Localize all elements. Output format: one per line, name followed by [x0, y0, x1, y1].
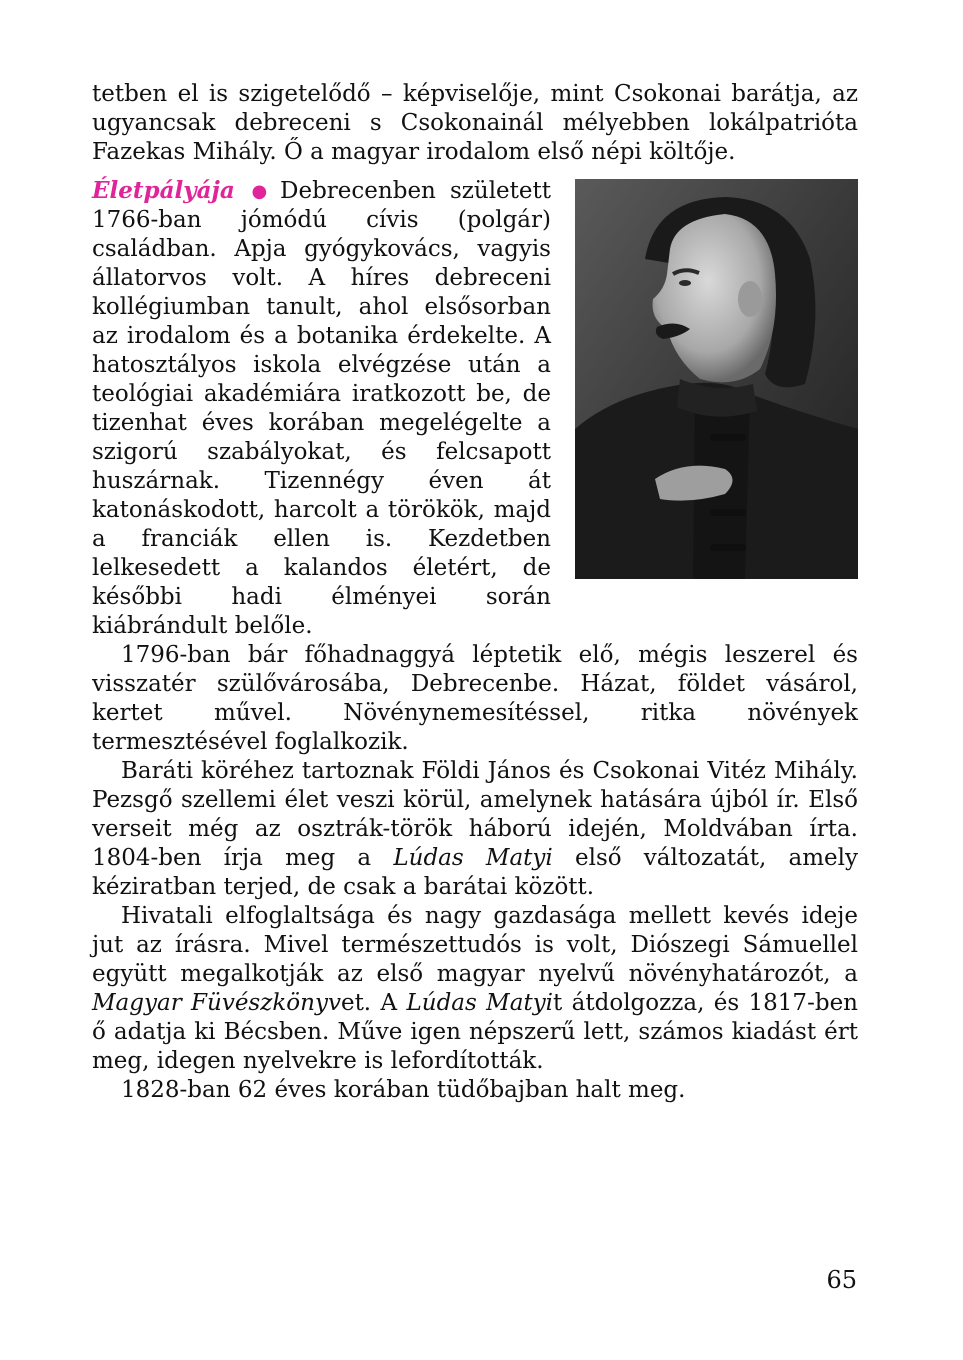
- page-content: [92, 80, 858, 1105]
- intro-paragraph: tetben el is szigetelődő – képviselője, mint Csokonai barátja, az ugyancsak debreceni s Csokonainál mélyebben lokálpatrióta Fazekas Mihály. Ő a magyar irodalom első népi költője.: [92, 81, 858, 165]
- paragraph-4-part-2: et. A: [340, 990, 407, 1016]
- bullet-icon: ●: [244, 181, 275, 202]
- biography-paragraph-2: 1796-ban bár főhadnaggyá léptetik elő, mégis leszerel és visszatér szülővárosába, Debrecenbe. Házat, földet vásárol, kertet művel. Növénynemesítéssel, ritka növények termesztésével foglalkozik.: [92, 642, 858, 755]
- work-title-ludas-matyi-2: Lúdas Matyi: [406, 990, 554, 1016]
- paragraph-3-part-2: első változatát, amely kéziratban terjed, de csak a barátai között.: [92, 845, 858, 900]
- biography-paragraph-3: [92, 757, 858, 902]
- page-number: 65: [826, 1266, 857, 1294]
- work-title-fuveszkonyv: Magyar Füvészkönyv: [92, 990, 341, 1016]
- biography-paragraph-4: [92, 902, 858, 1076]
- section-heading: Életpályája: [92, 177, 235, 204]
- paragraph-4-part-3: t átdolgozza, és 1817-ben ő adatja ki Bécsben. Műve igen népszerű lett, számos kiadást ért meg, idegen nyelvekre is lefordították.: [92, 990, 858, 1074]
- biography-text-1: Debrecenben született 1766-ban jómódú cívis (polgár) családban. Apja gyógykovács, vagyis állatorvos volt. A híres debreceni kollégiumban tanult, ahol elsősorban az irodalom és a botanika érdekelte. A hatosztályos iskola elvégzése után a teológiai akadémiára iratkozott be, de tizenhat éves korában megelégelte a szigorú szabályokat, és felcsapott huszárnak. Tizennégy éven át katonáskodott, harcolt a törökök, majd a franciák ellen is. Kezdetben lelkesedett a kalandos életért, de későbbi hadi élményei során kiábrándult belőle.: [92, 178, 551, 639]
- work-title-ludas-matyi: Lúdas Matyi: [393, 845, 553, 871]
- paragraph-4-part-1: Hivatali elfoglaltsága és nagy gazdasága mellett kevés ideje jut az írásra. Mivel természettudós is volt, Diószegi Sámuellel együtt megalkotják az első magyar nyelvű növényhatározót, a: [92, 903, 858, 987]
- biography-paragraph-5: 1828-ban 62 éves korában tüdőbajban halt meg.: [121, 1077, 686, 1103]
- paragraph-3-part-1: Baráti köréhez tartoznak Földi János és Csokonai Vitéz Mihály. Pezsgő szellemi élet veszi körül, amelynek hatására újból ír. Első verseit még az osztrák-török háború idején, Moldvában írta. 1804-ben írja meg a: [92, 758, 858, 871]
- portrait-image: [575, 179, 858, 579]
